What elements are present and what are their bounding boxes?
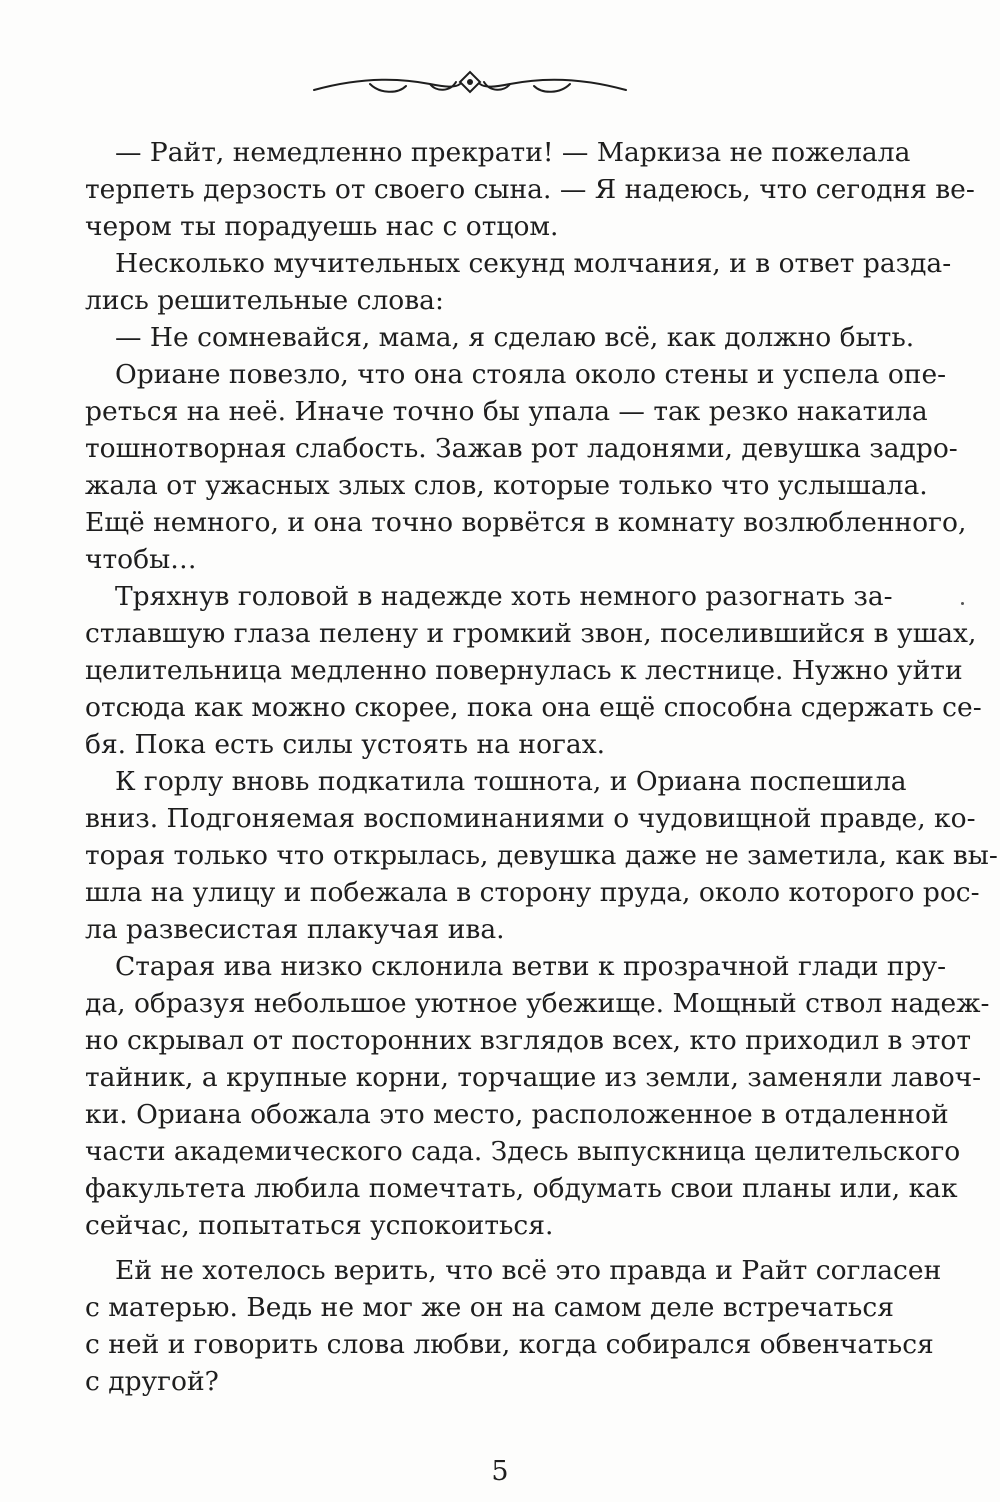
text-line: Ориане повезло, что она стояла около стены и успела опе- <box>115 359 947 390</box>
text-line: но скрывал от посторонних взглядов всех, кто приходил в этот <box>85 1025 972 1056</box>
text-line: Старая ива низко склонила ветви к прозрачной глади пру- <box>115 951 947 982</box>
text-line: К горлу вновь подкатила тошнота, и Ориана поспешила <box>115 766 907 797</box>
page-number: 5 <box>491 1456 509 1487</box>
text-line: ки. Ориана обожала это место, расположенное в отдаленной <box>85 1099 949 1130</box>
text-line: целительница медленно повернулась к лестнице. Нужно уйти <box>85 655 963 686</box>
text-line: тошнотворная слабость. Зажав рот ладонями, девушка задро- <box>85 433 958 464</box>
text-line: вниз. Подгоняемая воспоминаниями о чудовищной правде, ко- <box>85 803 976 834</box>
text-line: сейчас, попытаться успокоиться. <box>85 1210 554 1241</box>
text-line: Тряхнув головой в надежде хоть немного разогнать за- <box>115 581 893 612</box>
ornament-divider-icon <box>310 62 630 106</box>
text-line: с ней и говорить слова любви, когда собирался обвенчаться <box>85 1329 934 1360</box>
text-line: отсюда как можно скорее, пока она ещё способна сдержать се- <box>85 692 982 723</box>
text-line: стлавшую глаза пелену и громкий звон, поселившийся в ушах, <box>85 618 977 649</box>
text-line: чтобы… <box>85 544 197 575</box>
text-line: с матерью. Ведь не мог же он на самом деле встречаться <box>85 1292 894 1323</box>
text-line: Ещё немного, и она точно ворвётся в комнату возлюбленного, <box>85 507 967 538</box>
scan-speck <box>961 602 964 605</box>
text-line: части академического сада. Здесь выпускница целительского <box>85 1136 961 1167</box>
text-line: лись решительные слова: <box>85 285 444 316</box>
text-line: — Не сомневайся, мама, я сделаю всё, как должно быть. <box>115 322 915 353</box>
text-line: шла на улицу и побежала в сторону пруда, около которого рос- <box>85 877 980 908</box>
text-line: торая только что открылась, девушка даже не заметила, как вы- <box>85 840 998 871</box>
text-line: с другой? <box>85 1366 219 1397</box>
text-line: чером ты порадуешь нас с отцом. <box>85 211 559 242</box>
text-line: да, образуя небольшое уютное убежище. Мощный ствол надеж- <box>85 988 990 1019</box>
text-line: тайник, а крупные корни, торчащие из земли, заменяли лавоч- <box>85 1062 982 1093</box>
text-line: реться на неё. Иначе точно бы упала — так резко накатила <box>85 396 928 427</box>
text-line: жала от ужасных злых слов, которые только что услышала. <box>85 470 928 501</box>
text-line: Ей не хотелось верить, что всё это правда и Райт согласен <box>115 1255 942 1286</box>
text-line: терпеть дерзость от своего сына. — Я надеюсь, что сегодня ве- <box>85 174 975 205</box>
text-line: — Райт, немедленно прекрати! — Маркиза не пожелала <box>115 137 911 168</box>
text-line: Несколько мучительных секунд молчания, и в ответ разда- <box>115 248 952 279</box>
text-line: бя. Пока есть силы устоять на ногах. <box>85 729 606 760</box>
text-line: факультета любила помечтать, обдумать свои планы или, как <box>85 1173 958 1204</box>
text-line: ла развесистая плакучая ива. <box>85 914 505 945</box>
